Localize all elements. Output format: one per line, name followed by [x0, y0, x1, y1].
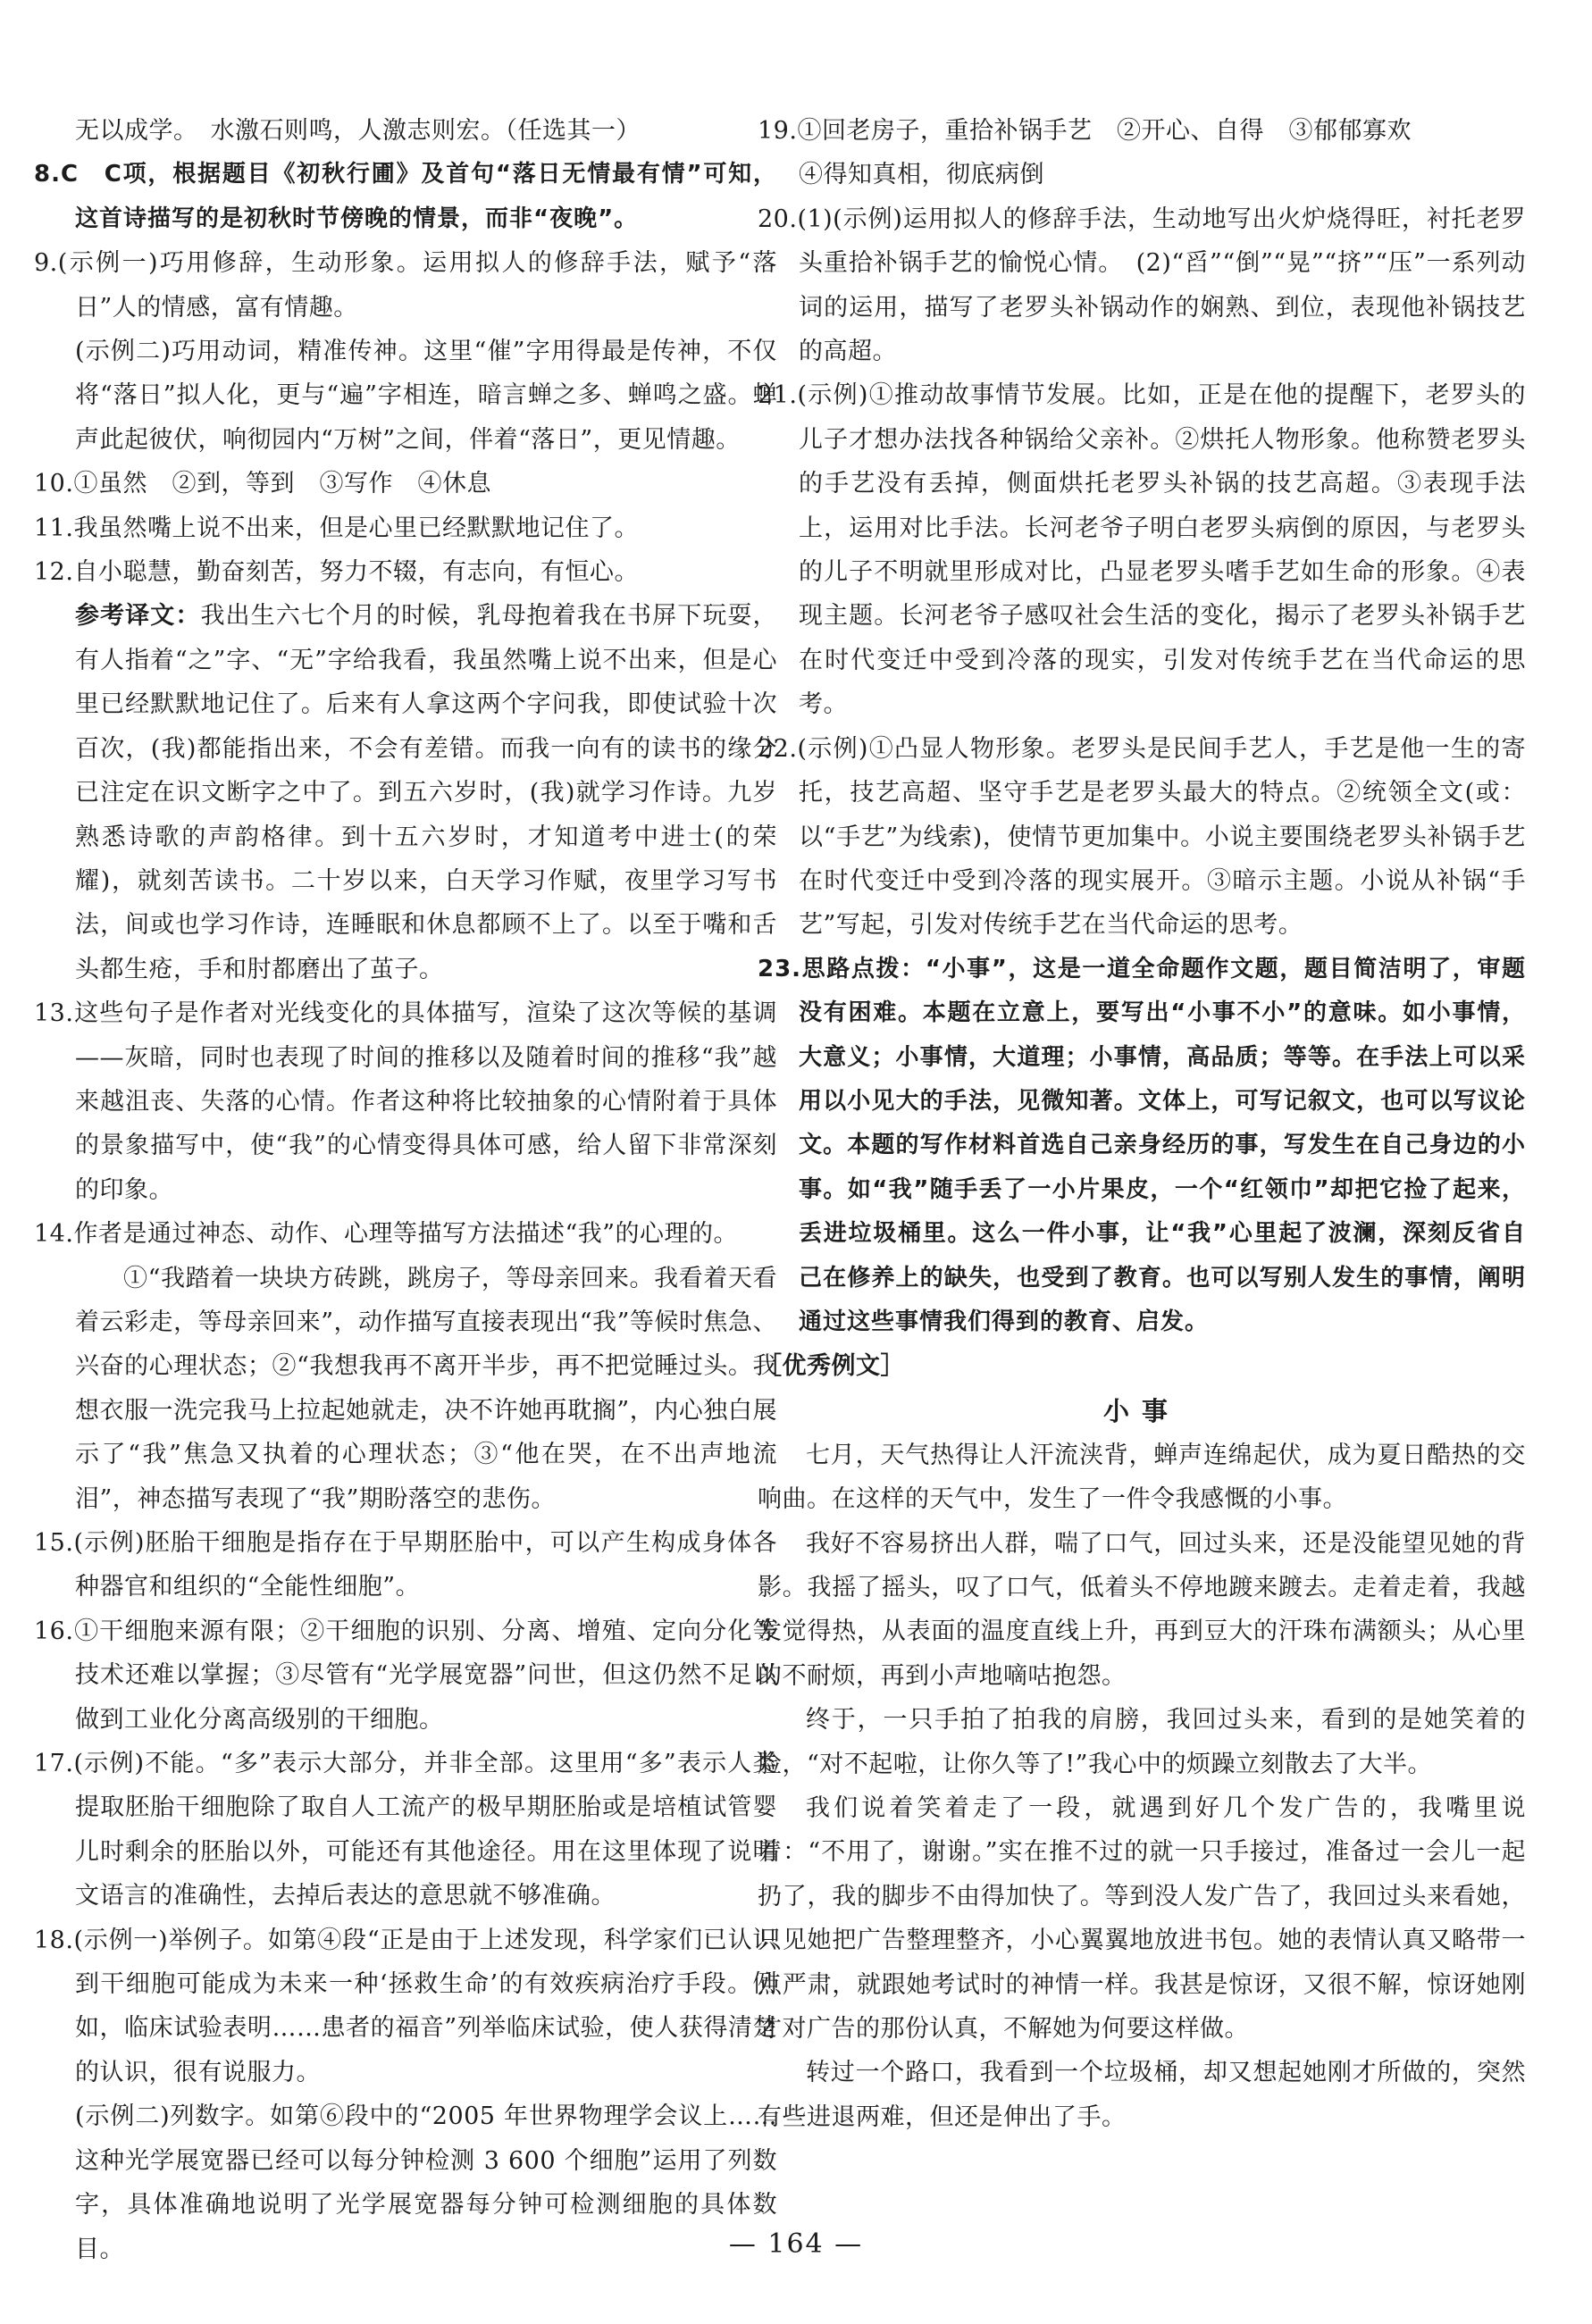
essay-paragraph-1: 七月，天气热得让人汗流浃背，蝉声连绵起伏，成为夏日酷热的交响曲。在这样的天气中，发生了一件令我感慨的小事。	[758, 1441, 1526, 1514]
reference-translation-label: 参考译文：	[75, 602, 201, 631]
page-number: — 164 —	[728, 2228, 864, 2260]
right-column	[758, 109, 1526, 2139]
answer-21: 21.(示例)①推动故事情节发展。比如，正是在他的提醒下，老罗头的儿子才想办法找各种锅给父亲补。②烘托人物形象。他称赞老罗头的手艺没有丢掉，侧面烘托老罗头补锅的技艺高超。③表现手法上，运用对比手法。长河老爷子明白老罗头病倒的原因，与老罗头的儿子不明就里形成对比，凸显老罗头嗜手艺如生命的形象。④表现主题。长河老爷子感叹社会生活的变化，揭示了老罗头补锅手艺在时代变迁中受到冷落的现实，引发对传统手艺在当代命运的思考。	[758, 381, 1526, 719]
answer-19-continued: ④得知真相，彻底病倒	[799, 161, 1044, 189]
answer-8	[34, 153, 777, 241]
answer-20: 20.(1)(示例)运用拟人的修辞手法，生动地写出火炉烧得旺，衬托老罗头重拾补锅手艺的愉悦心情。 (2)“舀”“倒”“晃”“挤”“压”一系列动词的运用，描写了老罗头补锅动作的娴熟、到位，表现他补锅技艺的高超。	[758, 205, 1526, 366]
answer-16: 16.①干细胞来源有限；②干细胞的识别、分离、增殖、定向分化等技术还难以掌握；③尽管有“光学展宽器”问世，但这仍然不足以做到工业化分离高级别的干细胞。	[34, 1617, 777, 1734]
answer-14-detail: ①“我踏着一块块方砖跳，跳房子，等母亲回来。我看着天看着云彩走，等母亲回来”，动作描写直接表现出“我”等候时焦急、兴奋的心理状态；②“我想我再不离开半步，再不把觉睡过头。我想衣服一洗完我马上拉起她就走，决不许她再耽搁”，内心独白展示了“我”焦急又执着的心理状态；③“他在哭，在不出声地流泪”，神态描写表现了“我”期盼落空的悲伤。	[75, 1264, 777, 1513]
essay-paragraph-5: 转过一个路口，我看到一个垃圾桶，却又想起她刚才所做的，突然有些进退两难，但还是伸出了手。	[758, 2059, 1526, 2131]
answer-14: 14.作者是通过神态、动作、心理等描写方法描述“我”的心理的。	[34, 1220, 739, 1249]
essay-paragraph-2: 我好不容易挤出人群，喘了口气，回过头来，还是没能望见她的背影。我摇了摇头，叹了口气，低着头不停地踱来踱去。走着走着，我越发觉得热，从表面的温度直线上升，再到豆大的汗珠布满额头；从心里的不耐烦，再到小声地嘀咕抱怨。	[758, 1529, 1526, 1690]
answer-18-example-2: (示例二)列数字。如第⑥段中的“2005 年世界物理学会议上……这种光学展宽器已经可以每分钟检测 3 600 个细胞”运用了列数字，具体准确地说明了光学展宽器每分钟可检测细胞的具体数目。	[75, 2102, 777, 2263]
answer-10: 10.①虽然 ②到，等到 ③写作 ④休息	[34, 470, 491, 498]
left-column	[34, 109, 777, 2271]
answer-18: 18.(示例一)举例子。如第④段“正是由于上述发现，科学家们已认识到干细胞可能成为未来一种‘拯救生命’的有效疾病治疗手段。例如，临床试验表明……患者的福音”列举临床试验，使人获得清楚的认识，很有说服力。	[34, 1926, 777, 2086]
answer-22: 22.(示例)①凸显人物形象。老罗头是民间手艺人，手艺是他一生的寄托，技艺高超、坚守手艺是老罗头最大的特点。②统领全文(或：以“手艺”为线索)，使情节更加集中。小说主要围绕老罗头补锅手艺在时代变迁中受到冷落的现实展开。③暗示主题。小说从补锅“手艺”写起，引发对传统手艺在当代命运的思考。	[758, 734, 1526, 940]
answer-17: 17.(示例)不能。“多”表示大部分，并非全部。这里用“多”表示人类提取胚胎干细胞除了取自人工流产的极早期胚胎或是培植试管婴儿时剩余的胚胎以外，可能还有其他途径。用在这里体现了说明文语言的准确性，去掉后表达的意思就不够准确。	[34, 1750, 777, 1910]
answer-9: 9.(示例一)巧用修辞，生动形象。运用拟人的修辞手法，赋予“落日”人的情感，富有情趣。	[34, 249, 777, 322]
essay-paragraph-3: 终于，一只手拍了拍我的肩膀，我回过头来，看到的是她笑着的脸，“对不起啦，让你久等了!”我心中的烦躁立刻散去了大半。	[758, 1706, 1526, 1778]
excellent-essay-heading	[758, 1344, 1526, 1388]
reference-translation-text: 我出生六七个月的时候，乳母抱着我在书屏下玩耍，有人指着“之”字、“无”字给我看，我虽然嘴上说不出来，但是心里已经默默地记住了。后来有人拿这两个字问我，即使试验十次百次，(我)都能指出来，不会有差错。而我一向有的读书的缘分已注定在识文断字之中了。到五六岁时，(我)就学习作诗。九岁熟悉诗歌的声韵格律。到十五六岁时，才知道考中进士(的荣耀)，就刻苦读书。二十岁以来，白天学习作赋，夜里学习写书法，间或也学习作诗，连睡眠和休息都顾不上了。以至于嘴和舌头都生疮，手和肘都磨出了茧子。	[75, 602, 778, 983]
answer-12: 12.自小聪慧，勤奋刻苦，努力不辍，有志向，有恒心。	[34, 558, 639, 587]
answer-13: 13.这些句子是作者对光线变化的具体描写，渲染了这次等候的基调——灰暗，同时也表现了时间的推移以及随着时间的推移“我”越来越沮丧、失落的心情。作者这种将比较抽象的心情附着于具体的景象描写中，使“我”的心情变得具体可感，给人留下非常深刻的印象。	[34, 999, 777, 1204]
answer-19: 19.①回老房子，重拾补锅手艺 ②开心、自得 ③郁郁寡欢	[758, 117, 1412, 145]
answer-23	[758, 948, 1526, 1345]
essay-title: 小事	[1102, 1395, 1180, 1426]
answer-7-continued: 无以成学。 水激石则鸣，人激志则宏。（任选其一）	[75, 117, 641, 145]
answer-9-example-2: (示例二)巧用动词，精准传神。这里“催”字用得最是传神，不仅将“落日”拟人化，更与“遍”字相连，暗言蝉之多、蝉鸣之盛。蝉声此起彼伏，响彻园内“万树”之间，伴着“落日”，更见情趣。	[75, 338, 777, 454]
answer-8-text: C项，根据题目《初秋行圃》及首句“落日无情最有情”可知，这首诗描写的是初秋时节傍晚的情景，而非“夜晚”。	[75, 161, 777, 232]
answer-23-label: 23.思路点拨：	[758, 955, 926, 982]
answer-11: 11.我虽然嘴上说不出来，但是心里已经默默地记住了。	[34, 514, 639, 542]
reference-translation	[34, 594, 777, 991]
answer-8-number: 8.C	[34, 161, 80, 188]
answer-23-text: “小事”，这是一道全命题作文题，题目简洁明了，审题没有困难。本题在立意上，要写出“小事不小”的意味。如小事情，大意义；小事情，大道理；小事情，高品质；等等。在手法上可以采用以小见大的手法，见微知著。文体上，可写记叙文，也可以写议论文。本题的写作材料首选自己亲身经历的事，写发生在自己身边的小事。如“我”随手丢了一小片果皮，一个“红领巾”却把它捡了起来，丢进垃圾桶里。这么一件小事，让“我”心里起了波澜，深刻反省自己在修养上的缺失，也受到了教育。也可以写别人发生的事情，阐明通过这些事情我们得到的教育、启发。	[799, 955, 1526, 1335]
excellent-essay-label: ［优秀例文］	[758, 1352, 905, 1381]
answer-15: 15.(示例)胚胎干细胞是指存在于早期胚胎中，可以产生构成身体各种器官和组织的“全能性细胞”。	[34, 1529, 777, 1601]
essay-paragraph-4: 我们说着笑着走了一段，就遇到好几个发广告的，我嘴里说着：“不用了，谢谢。”实在推不过的就一只手接过，准备过一会儿一起扔了，我的脚步不由得加快了。等到没人发广告了，我回过头来看她，只见她把广告整理整齐，小心翼翼地放进书包。她的表情认真又略带一点严肃，就跟她考试时的神情一样。我甚是惊讶，又很不解，惊讶她刚才对广告的那份认真，不解她为何要这样做。	[758, 1794, 1526, 2044]
